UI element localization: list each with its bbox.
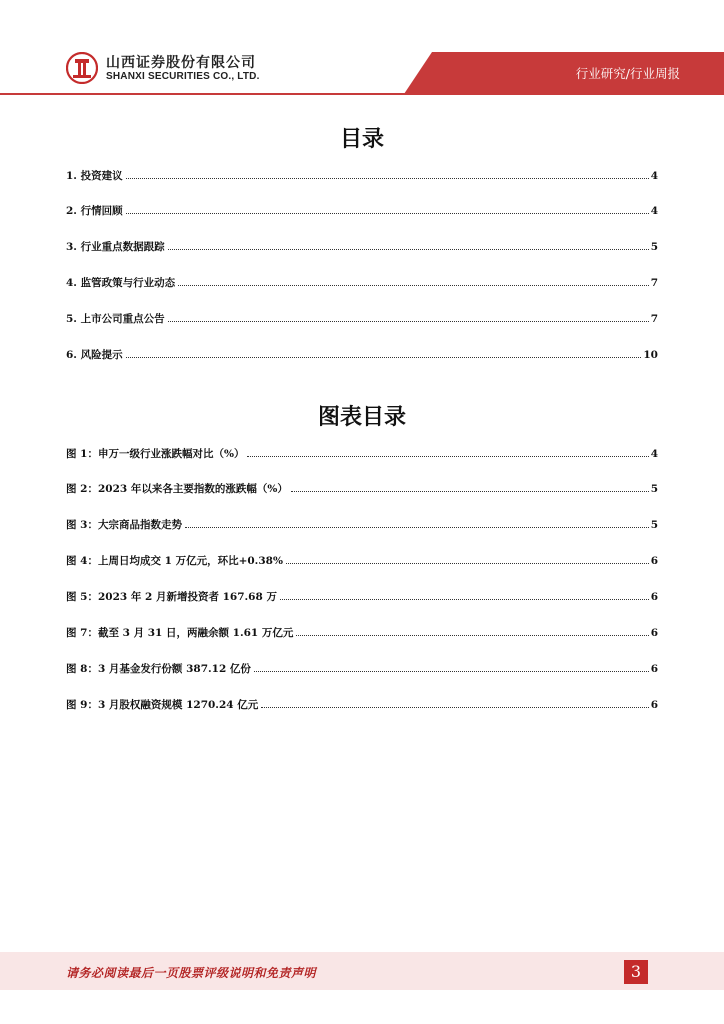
toc-entry-page: 7 <box>650 277 658 289</box>
leader-dots <box>291 490 649 492</box>
toc-entry-page: 4 <box>650 170 658 182</box>
figure-entry[interactable] <box>66 551 658 567</box>
figure-entry[interactable] <box>66 587 658 603</box>
figure-entry-label: 图 3：大宗商品指数走势 <box>66 519 182 531</box>
figure-entry-label: 图 9：3 月股权融资规模 1270.24 亿元 <box>66 699 259 711</box>
figure-entry[interactable] <box>66 623 658 639</box>
toc-entry-page: 10 <box>643 349 658 361</box>
figure-entry-label: 图 1：申万一级行业涨跌幅对比（%） <box>66 448 245 460</box>
footer-disclaimer: 请务必阅读最后一页股票评级说明和免责声明 <box>66 966 317 980</box>
figure-entry-page: 6 <box>650 627 658 639</box>
figure-entry-label: 图 5：2023 年 2 月新增投资者 167.68 万 <box>66 591 277 603</box>
company-name-en: SHANXI SECURITIES CO., LTD. <box>106 71 260 82</box>
figure-entry[interactable] <box>66 515 658 531</box>
toc-entry[interactable] <box>66 166 658 182</box>
company-name-cn: 山西证券股份有限公司 <box>106 55 256 71</box>
figure-entry[interactable] <box>66 444 658 460</box>
toc-entry[interactable] <box>66 309 658 325</box>
leader-dots <box>296 634 648 636</box>
toc-entry-page: 5 <box>650 241 658 253</box>
leader-dots <box>168 248 649 250</box>
toc-entry-label: 6. 风险提示 <box>66 349 123 361</box>
toc-entry-label: 5. 上市公司重点公告 <box>66 313 165 325</box>
figure-entry-label: 图 2：2023 年以来各主要指数的涨跌幅（%） <box>66 483 288 495</box>
toc-title: 目录 <box>339 127 384 152</box>
figure-entry-page: 6 <box>650 699 658 711</box>
leader-dots <box>126 356 642 358</box>
figure-entry-page: 6 <box>650 591 658 603</box>
toc-entry-label: 1. 投资建议 <box>66 170 123 182</box>
toc-entry-label: 4. 监管政策与行业动态 <box>66 277 176 289</box>
leader-dots <box>280 598 649 600</box>
figures-title: 图表目录 <box>317 405 406 430</box>
header-rule <box>0 93 724 95</box>
toc-entry[interactable] <box>66 273 658 289</box>
figure-entry-page: 6 <box>650 555 658 567</box>
page-header <box>0 0 724 100</box>
figure-entry-page: 5 <box>650 519 658 531</box>
figure-entry-label: 图 8：3 月基金发行份额 387.12 亿份 <box>66 663 251 675</box>
figure-entry-page: 5 <box>650 483 658 495</box>
toc-entry[interactable] <box>66 237 658 253</box>
toc-entry-page: 7 <box>650 313 658 325</box>
figure-entry[interactable] <box>66 659 658 675</box>
toc-entry-label: 3. 行业重点数据跟踪 <box>66 241 165 253</box>
toc-entry[interactable] <box>66 345 658 361</box>
header-banner <box>0 0 724 100</box>
figure-entry-page: 4 <box>650 448 658 460</box>
figure-entry-label: 图 4：上周日均成交 1 万亿元，环比+0.38% <box>66 555 283 567</box>
leader-dots <box>178 284 649 286</box>
leader-dots <box>261 706 648 708</box>
leader-dots <box>168 320 649 322</box>
toc-entry[interactable] <box>66 201 658 217</box>
figure-entry[interactable] <box>66 479 658 495</box>
figure-entry[interactable] <box>66 695 658 711</box>
page-number: 3 <box>624 960 648 984</box>
leader-dots <box>247 455 648 457</box>
toc-entry-page: 4 <box>650 205 658 217</box>
leader-dots <box>286 562 649 564</box>
report-type: 行业研究/行业周报 <box>575 66 680 81</box>
leader-dots <box>185 526 649 528</box>
toc-entry-label: 2. 行情回顾 <box>66 205 123 217</box>
leader-dots <box>126 212 649 214</box>
company-logo-icon <box>66 52 98 84</box>
figure-entry-label: 图 7：截至 3 月 31 日，两融余额 1.61 万亿元 <box>66 627 294 639</box>
leader-dots <box>254 670 649 672</box>
figure-entry-page: 6 <box>650 663 658 675</box>
leader-dots <box>126 177 649 179</box>
